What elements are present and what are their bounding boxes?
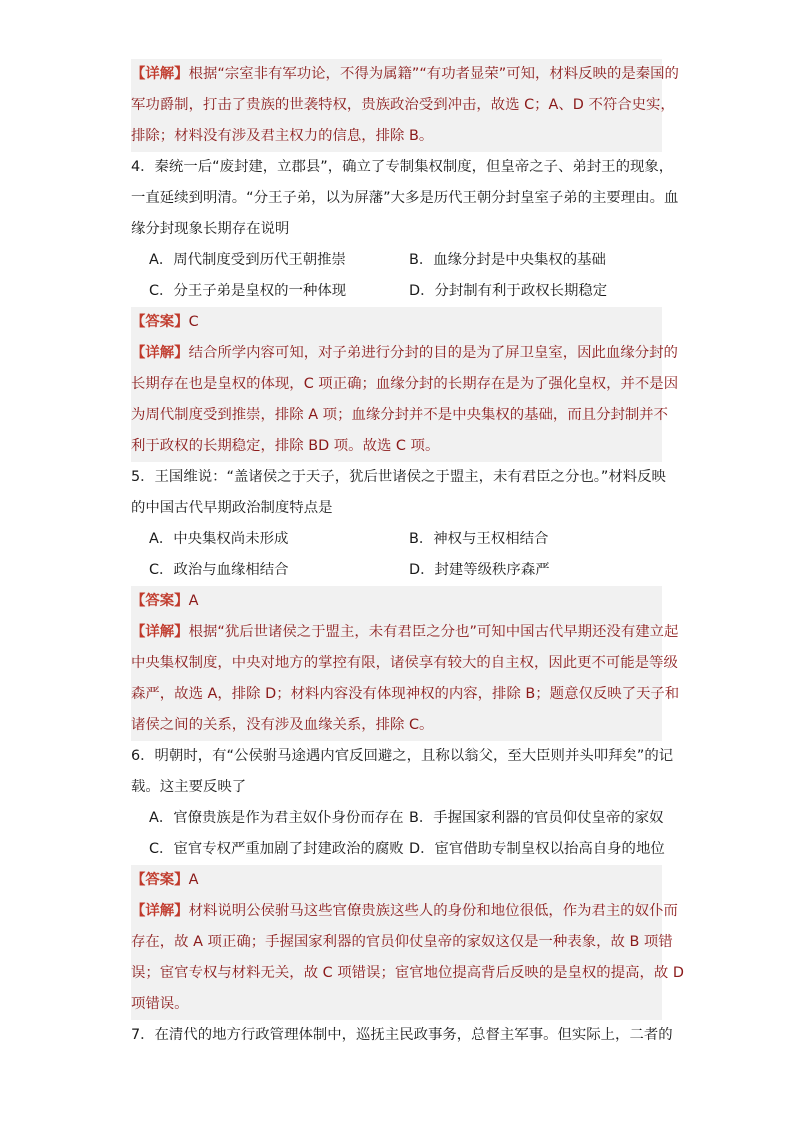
answer-explanation-block	[131, 307, 679, 462]
option-row	[131, 524, 662, 555]
line-text: 排除；材料没有涉及君主权力的信息，排除 B。	[131, 128, 434, 144]
label-tag: 【答案】	[131, 872, 189, 888]
question-block	[131, 462, 666, 586]
text-line	[131, 338, 678, 369]
line-text: 的中国古代早期政治制度特点是	[131, 500, 333, 516]
line-text: 中央集权制度，中央对地方的掌控有限，诸侯享有较大的自主权，因此更不可能是等级	[131, 655, 678, 671]
line-text: 误；宦官专权与材料无关，故 C 项错误；宦官地位提高背后反映的是皇权的提高，故 D	[131, 965, 684, 981]
answer-option: C．分王子弟是皇权的一种体现	[149, 283, 347, 299]
answer-option: C．政治与血缘相结合	[149, 562, 289, 578]
text-line	[131, 493, 662, 524]
option-row	[131, 245, 662, 276]
line-text: 5．王国维说：“盖诸侯之于天子，犹后世诸侯之于盟主，未有君臣之分也。”材料反映	[131, 469, 666, 485]
question-block	[131, 1020, 673, 1051]
text-line	[131, 152, 674, 183]
answer-option: C．宦官专权严重加剧了封建政治的腐败	[149, 841, 404, 857]
option-row	[131, 803, 662, 834]
label-tag: 【详解】	[131, 624, 189, 640]
line-text: 缘分封现象长期存在说明	[131, 221, 290, 237]
text-line	[131, 183, 679, 214]
line-text: 载。这主要反映了	[131, 779, 247, 795]
line-text: A	[188, 593, 199, 609]
text-line	[131, 307, 662, 338]
label-tag: 【详解】	[131, 903, 189, 919]
line-text: 存在，故 A 项正确；手握国家利器的官员仰仗皇帝的家奴这仅是一种表象，故 B 项错	[131, 934, 673, 950]
text-line	[131, 648, 678, 679]
line-text: 军功爵制，打击了贵族的世袭特权，贵族政治受到冲击，故选 C；A、D 不符合史实，	[131, 97, 675, 113]
text-line	[131, 989, 662, 1020]
text-line	[131, 958, 684, 989]
text-line	[131, 431, 662, 462]
answer-option: B．血缘分封是中央集权的基础	[409, 252, 606, 268]
option-row	[131, 276, 662, 307]
answer-option: D．封建等级秩序森严	[409, 562, 550, 578]
text-line	[131, 679, 680, 710]
line-text: 诸侯之间的关系，没有涉及血缘关系，排除 C。	[131, 717, 434, 733]
text-line	[131, 400, 669, 431]
text-line	[131, 710, 662, 741]
answer-explanation-block	[131, 865, 684, 1020]
line-text: 为周代制度受到推崇，排除 A 项；血缘分封并不是中央集权的基础，而且分封制并不	[131, 407, 669, 423]
answer-option: D．分封制有利于政权长期稳定	[409, 283, 608, 299]
text-line	[131, 927, 673, 958]
answer-option: A．中央集权尚未形成	[149, 531, 289, 547]
line-text: 6．明朝时，有“公侯驸马途遇内官反回避之，且称以翁父，至大臣则并头叩拜矣”的记	[131, 748, 674, 764]
line-text: 4．秦统一后“废封建，立郡县”，确立了专制集权制度，但皇帝之子、弟封王的现象，	[131, 159, 674, 175]
line-text: 长期存在也是皇权的体现，C 项正确；血缘分封的长期存在是为了强化皇权，并不是因	[131, 376, 679, 392]
question-block	[131, 152, 679, 307]
line-text: 根据“宗室非有军功论，不得为属籍”“有功者显荣”可知，材料反映的是秦国的	[188, 66, 679, 82]
label-tag: 【详解】	[131, 66, 189, 82]
line-text: 7．在清代的地方行政管理体制中，巡抚主民政事务，总督主军事。但实际上，二者的	[131, 1027, 673, 1043]
text-line	[131, 772, 662, 803]
line-text: 一直延续到明清。“分王子弟，以为屏藩”大多是历代王朝分封皇室子弟的主要理由。血	[131, 190, 679, 206]
text-line	[131, 896, 678, 927]
text-line	[131, 59, 679, 90]
answer-option: A．周代制度受到历代王朝推崇	[149, 252, 346, 268]
text-line	[131, 462, 666, 493]
answer-option: A．官僚贵族是作为君主奴仆身份而存在	[149, 810, 404, 826]
text-line	[131, 214, 662, 245]
option-row	[131, 555, 662, 586]
answer-option: B．手握国家利器的官员仰仗皇帝的家奴	[409, 810, 664, 826]
line-text: 利于政权的长期稳定，排除 BD 项。故选 C 项。	[131, 438, 440, 454]
answer-explanation-block	[131, 59, 679, 152]
line-text: 项错误。	[131, 996, 189, 1012]
line-text: A	[188, 872, 199, 888]
option-row	[131, 834, 665, 865]
label-tag: 【答案】	[131, 593, 189, 609]
text-line	[131, 741, 674, 772]
line-text: 森严，故选 A，排除 D；材料内容没有体现神权的内容，排除 B；题意仅反映了天子和	[131, 686, 680, 702]
text-line	[131, 369, 679, 400]
line-text: C	[188, 314, 199, 330]
text-line	[131, 1020, 673, 1051]
text-line	[131, 865, 662, 896]
text-line	[131, 586, 662, 617]
line-text: 材料说明公侯驸马这些官僚贵族这些人的身份和地位很低，作为君主的奴仆而	[188, 903, 678, 919]
line-text: 结合所学内容可知，对子弟进行分封的目的是为了屏卫皇室，因此血缘分封的	[188, 345, 678, 361]
line-text: 根据“犹后世诸侯之于盟主，未有君臣之分也”可知中国古代早期还没有建立起	[188, 624, 679, 640]
answer-option: D．宦官借助专制皇权以抬高自身的地位	[409, 841, 665, 857]
question-block	[131, 741, 674, 865]
text-line	[131, 121, 662, 152]
label-tag: 【详解】	[131, 345, 189, 361]
answer-option: B．神权与王权相结合	[409, 531, 549, 547]
text-line	[131, 617, 679, 648]
answer-explanation-block	[131, 586, 680, 741]
label-tag: 【答案】	[131, 314, 189, 330]
text-line	[131, 90, 675, 121]
